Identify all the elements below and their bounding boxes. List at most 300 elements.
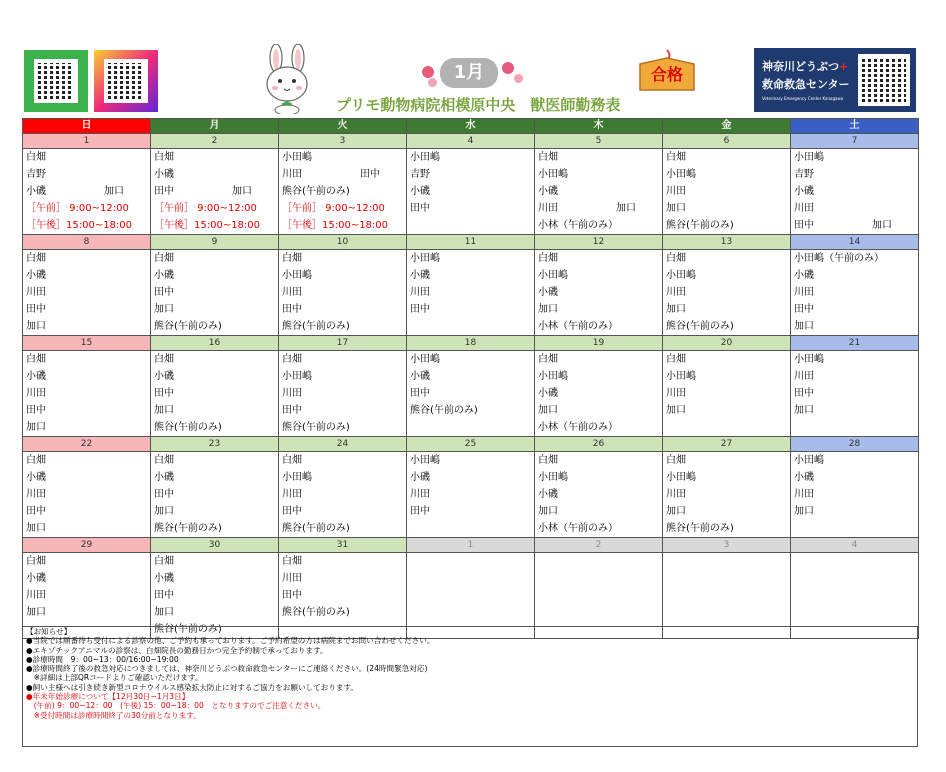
staff-entry [151,351,278,368]
staff-name: 小林（午前のみ） [538,523,618,534]
staff-row [23,250,919,336]
staff-name: 小磯 [154,270,174,281]
staff-entry [535,469,662,486]
staff-entry [279,604,406,621]
staff-name: 白畑 [154,556,174,567]
staff-name: 熊谷(午前のみ) [666,220,734,231]
staff-name: 小磯 [26,270,46,281]
staff-name: 川田 [794,287,814,298]
staff-name: 加口 [666,304,686,315]
weekday-header-row [23,119,919,134]
weekday-header: 月 [151,119,279,134]
notice-line: ●エキゾチックアニマルの診察は、白畑院長の勤務日かつ完全予約制で承っております。 [26,645,328,655]
staff-entry [279,503,406,520]
staff-entry [791,200,918,217]
staff-entry [279,385,406,402]
day-cell [151,149,279,235]
staff-name: ［午後］15:00~18:00 [282,220,389,231]
ema-plaque-icon [636,48,698,94]
staff-name: ［午後］15:00~18:00 [26,220,133,231]
staff-name: 田中 [154,186,174,197]
staff-name: 加口 [26,422,46,433]
staff-entry [151,587,278,604]
center-name-line2: 救命救急センター [762,78,850,91]
notice-line: ※受付時間は診療時間終了の30分前となります。 [26,710,201,720]
staff-name: 加口 [666,506,686,517]
staff-entry [23,520,150,537]
day-cell [791,452,919,538]
flower-icon [514,74,523,83]
staff-name: 白畑 [282,556,302,567]
staff-entry [407,183,534,200]
staff-entry [23,503,150,520]
staff-entry [279,250,406,267]
staff-entry [151,486,278,503]
staff-name: 田中 [282,304,302,315]
day-cell [279,351,407,437]
staff-entry [407,166,534,183]
staff-entry [23,217,150,234]
red-cross-icon: + [839,60,849,73]
emergency-center-banner[interactable] [754,48,916,112]
staff-name: 小磯 [538,287,558,298]
staff-name: 小田嶋 [282,371,312,382]
staff-name: 加口 [26,523,46,534]
staff-name: 熊谷(午前のみ) [666,523,734,534]
staff-name: 白畑 [282,455,302,466]
weekday-header: 土 [791,119,919,134]
center-name [762,58,850,94]
staff-name: 小磯 [154,573,174,584]
staff-name: 白畑 [282,253,302,264]
staff-entry [23,587,150,604]
staff-name: 小田嶋 [538,169,568,180]
date-number: 30 [151,538,279,553]
staff-entry [535,385,662,402]
staff-entry [663,368,790,385]
staff-name: 加口 [154,405,174,416]
staff-name: 小田嶋 [410,253,440,264]
staff-name: 小田嶋 [666,371,696,382]
staff-entry [535,250,662,267]
weekday-header: 金 [663,119,791,134]
staff-name: 川田 [282,287,302,298]
staff-entry [791,149,918,166]
staff-entry [663,402,790,419]
staff-name: 白畑 [154,354,174,365]
staff-entry [791,217,918,234]
staff-name: 加口 [666,405,686,416]
day-cell [535,250,663,336]
staff-name: 川田 [26,489,46,500]
qr-code-icon [34,59,78,103]
staff-name: 田中 [794,388,814,399]
day-cell [279,452,407,538]
staff-entry [151,604,278,621]
staff-name: 小磯 [538,388,558,399]
staff-name: ［午前］ 9:00~12:00 [26,203,129,214]
staff-name: 小田嶋（午前のみ） [794,253,884,264]
notice-line: ※詳細は上部QRコードよりご確認いただけます。 [26,673,203,683]
date-number: 3 [663,538,791,553]
day-cell [663,351,791,437]
staff-entry [535,166,662,183]
staff-name-right: 加口 [232,186,252,197]
staff-entry [663,183,790,200]
weekday-header: 日 [23,119,151,134]
staff-entry [663,217,790,234]
staff-name-right: 加口 [616,203,636,214]
day-cell [23,351,151,437]
staff-entry [279,486,406,503]
notice-line: ●飼い主様へは引き続き新型コロナウイルス感染拡大防止に対するご協力をお願いしております。 [26,682,359,692]
staff-name: 白畑 [666,152,686,163]
staff-entry [407,402,534,419]
staff-name: 田中 [794,220,814,231]
date-number: 23 [151,437,279,452]
date-number: 12 [535,235,663,250]
qr-code-icon [104,59,148,103]
staff-entry [151,553,278,570]
staff-name: 白畑 [154,152,174,163]
staff-entry [663,469,790,486]
staff-entry [663,520,790,537]
staff-entry [23,351,150,368]
staff-name: 川田 [282,388,302,399]
staff-name: 田中 [410,506,430,517]
date-number: 27 [663,437,791,452]
date-number: 8 [23,235,151,250]
staff-name: 熊谷(午前のみ) [282,422,350,433]
staff-entry [791,486,918,503]
staff-entry [279,200,406,217]
weekday-header: 火 [279,119,407,134]
notice-box [22,626,918,747]
center-name-line1: 神奈川どうぶつ [762,60,839,73]
staff-row [23,149,919,235]
staff-name: 小田嶋 [666,270,696,281]
staff-entry [535,452,662,469]
flower-icon [422,66,434,78]
staff-name: 加口 [154,304,174,315]
staff-entry [535,200,662,217]
staff-name: 加口 [794,405,814,416]
staff-name: 白畑 [26,455,46,466]
flower-icon [428,78,437,87]
staff-entry [407,250,534,267]
staff-entry [279,351,406,368]
staff-name: 白畑 [154,455,174,466]
staff-entry [407,200,534,217]
staff-entry [151,452,278,469]
staff-entry [535,183,662,200]
staff-name: 小田嶋 [794,455,824,466]
staff-name: 田中 [794,304,814,315]
staff-entry [663,166,790,183]
staff-name: 川田 [666,287,686,298]
staff-name: 田中 [282,405,302,416]
staff-entry [23,402,150,419]
staff-name: 田中 [26,304,46,315]
staff-entry [151,520,278,537]
day-cell [151,250,279,336]
notice-line: ●診療時間終了後の救急対応につきましては、神奈川どうぶつ救命救急センターにご連絡ください。(24時間緊急対応) [26,664,428,674]
staff-entry [23,318,150,335]
staff-entry [151,183,278,200]
staff-entry [23,385,150,402]
date-number: 5 [535,134,663,149]
day-cell [791,149,919,235]
staff-name: 小田嶋 [410,152,440,163]
staff-entry [535,503,662,520]
staff-entry [23,368,150,385]
staff-name: 川田 [282,573,302,584]
staff-name: 小磯 [794,472,814,483]
staff-name: 熊谷(午前のみ) [282,321,350,332]
staff-entry [23,200,150,217]
staff-entry [279,284,406,301]
staff-entry [791,469,918,486]
staff-entry [23,149,150,166]
staff-name: 熊谷(午前のみ) [282,186,350,197]
staff-name: 田中 [154,388,174,399]
notice-line: (午前) 9：00~12：00 (午後) 15：00~18：00 となりますのでご注意ください。 [26,701,326,711]
date-number: 1 [407,538,535,553]
staff-entry [151,250,278,267]
staff-name: 吉野 [410,169,430,180]
staff-name: 加口 [154,506,174,517]
staff-entry [23,267,150,284]
duty-calendar [22,118,919,639]
day-cell [791,250,919,336]
staff-name: 川田 [26,590,46,601]
staff-entry [23,570,150,587]
day-cell [279,250,407,336]
staff-name: 加口 [666,203,686,214]
title-block [336,56,626,112]
staff-name: 吉野 [26,169,46,180]
staff-name: 加口 [26,607,46,618]
staff-entry [279,469,406,486]
staff-name: 加口 [538,405,558,416]
date-number: 17 [279,336,407,351]
staff-name: 小田嶋 [538,270,568,281]
staff-entry [535,520,662,537]
staff-entry [535,149,662,166]
staff-entry [535,402,662,419]
staff-name: 熊谷(午前のみ) [282,607,350,618]
staff-entry [407,503,534,520]
staff-entry [279,553,406,570]
notice-line: ●診療時間 9：00~13：00/16:00~19:00 [26,654,179,664]
staff-name: 小田嶋 [538,371,568,382]
staff-entry [407,486,534,503]
staff-entry [279,402,406,419]
staff-name: 川田 [666,186,686,197]
staff-entry [407,284,534,301]
staff-row [23,452,919,538]
staff-name: 熊谷(午前のみ) [410,405,478,416]
staff-name: 小田嶋 [282,270,312,281]
staff-name: 田中 [154,489,174,500]
staff-entry [151,570,278,587]
staff-name: ［午前］ 9:00~12:00 [282,203,385,214]
staff-name: 田中 [26,405,46,416]
day-cell [23,250,151,336]
staff-name: 白畑 [538,152,558,163]
staff-name: 田中 [154,590,174,601]
staff-name: 小田嶋 [282,472,312,483]
staff-entry [663,452,790,469]
staff-name: 小田嶋 [794,354,824,365]
staff-name: 川田 [794,371,814,382]
date-number: 22 [23,437,151,452]
staff-entry [279,368,406,385]
staff-entry [791,267,918,284]
staff-name-right: 加口 [872,220,892,231]
date-number: 24 [279,437,407,452]
date-number: 26 [535,437,663,452]
staff-row [23,351,919,437]
staff-entry [23,452,150,469]
staff-entry [535,267,662,284]
staff-name: 川田 [26,287,46,298]
staff-name: 白畑 [282,354,302,365]
staff-name: 小田嶋 [282,152,312,163]
staff-entry [151,200,278,217]
staff-entry [663,200,790,217]
date-number: 19 [535,336,663,351]
day-cell [151,351,279,437]
staff-name: 川田 [282,489,302,500]
emergency-center-qr-code[interactable] [858,54,910,106]
staff-entry [663,267,790,284]
day-cell [535,351,663,437]
staff-name: 熊谷(午前のみ) [154,321,222,332]
staff-entry [23,301,150,318]
staff-name: 熊谷(午前のみ) [282,523,350,534]
staff-name: 加口 [538,304,558,315]
date-number: 4 [407,134,535,149]
staff-name: 川田 [666,388,686,399]
date-row [23,134,919,149]
month-badge: 1月 [440,58,498,88]
staff-name-right: 加口 [104,186,124,197]
staff-entry [407,149,534,166]
staff-entry [535,486,662,503]
staff-name: 小磯 [410,270,430,281]
day-cell [23,452,151,538]
date-number: 4 [791,538,919,553]
staff-name: 白畑 [538,253,558,264]
staff-name: 白畑 [666,253,686,264]
flower-icon [502,62,514,74]
day-cell [407,452,535,538]
staff-entry [791,503,918,520]
staff-entry [23,419,150,436]
staff-name: 熊谷(午前のみ) [666,321,734,332]
staff-name: 田中 [154,287,174,298]
staff-name: 小磯 [26,186,46,197]
day-cell [407,250,535,336]
staff-name: 小磯 [794,186,814,197]
staff-entry [151,166,278,183]
staff-entry [407,267,534,284]
staff-entry [407,469,534,486]
staff-entry [791,402,918,419]
staff-name: 川田 [410,287,430,298]
staff-name: ［午後］15:00~18:00 [154,220,261,231]
staff-entry [279,166,406,183]
staff-name: 小磯 [538,489,558,500]
date-number: 20 [663,336,791,351]
date-number: 13 [663,235,791,250]
staff-name: 田中 [282,590,302,601]
staff-entry [535,419,662,436]
date-number: 28 [791,437,919,452]
staff-entry [791,166,918,183]
staff-name: 吉野 [794,169,814,180]
staff-name: 川田 [666,489,686,500]
staff-entry [151,217,278,234]
staff-name: 川田 [410,489,430,500]
day-cell [535,149,663,235]
ema-text: 合格 [650,65,683,84]
date-number: 31 [279,538,407,553]
staff-name: 田中 [410,388,430,399]
staff-name: 川田 [26,388,46,399]
staff-entry [663,284,790,301]
date-number: 10 [279,235,407,250]
staff-entry [23,166,150,183]
date-row [23,336,919,351]
line-qr-code[interactable] [24,50,88,112]
staff-name: 小磯 [26,472,46,483]
staff-entry [279,217,406,234]
staff-entry [791,368,918,385]
staff-entry [151,149,278,166]
staff-entry [791,301,918,318]
date-number: 25 [407,437,535,452]
staff-entry [151,503,278,520]
staff-entry [23,250,150,267]
staff-entry [535,217,662,234]
staff-name: 小磯 [26,371,46,382]
staff-entry [791,385,918,402]
staff-entry [407,385,534,402]
staff-entry [535,301,662,318]
date-number: 7 [791,134,919,149]
staff-name: 白畑 [26,354,46,365]
date-number: 3 [279,134,407,149]
staff-name: 白畑 [26,152,46,163]
date-row [23,437,919,452]
staff-entry [23,284,150,301]
date-number: 1 [23,134,151,149]
instagram-qr-code[interactable] [94,50,158,112]
staff-entry [151,301,278,318]
staff-entry [535,284,662,301]
staff-entry [279,183,406,200]
staff-name: 小磯 [410,371,430,382]
staff-entry [663,486,790,503]
notice-line: ●当院では順番待ち受付による診察の他、ご予約も承っております。ご予約希望の方は病院までお問い合わせください。 [26,636,435,646]
staff-entry [279,452,406,469]
staff-entry [279,587,406,604]
day-cell [407,351,535,437]
staff-entry [151,469,278,486]
date-number: 29 [23,538,151,553]
